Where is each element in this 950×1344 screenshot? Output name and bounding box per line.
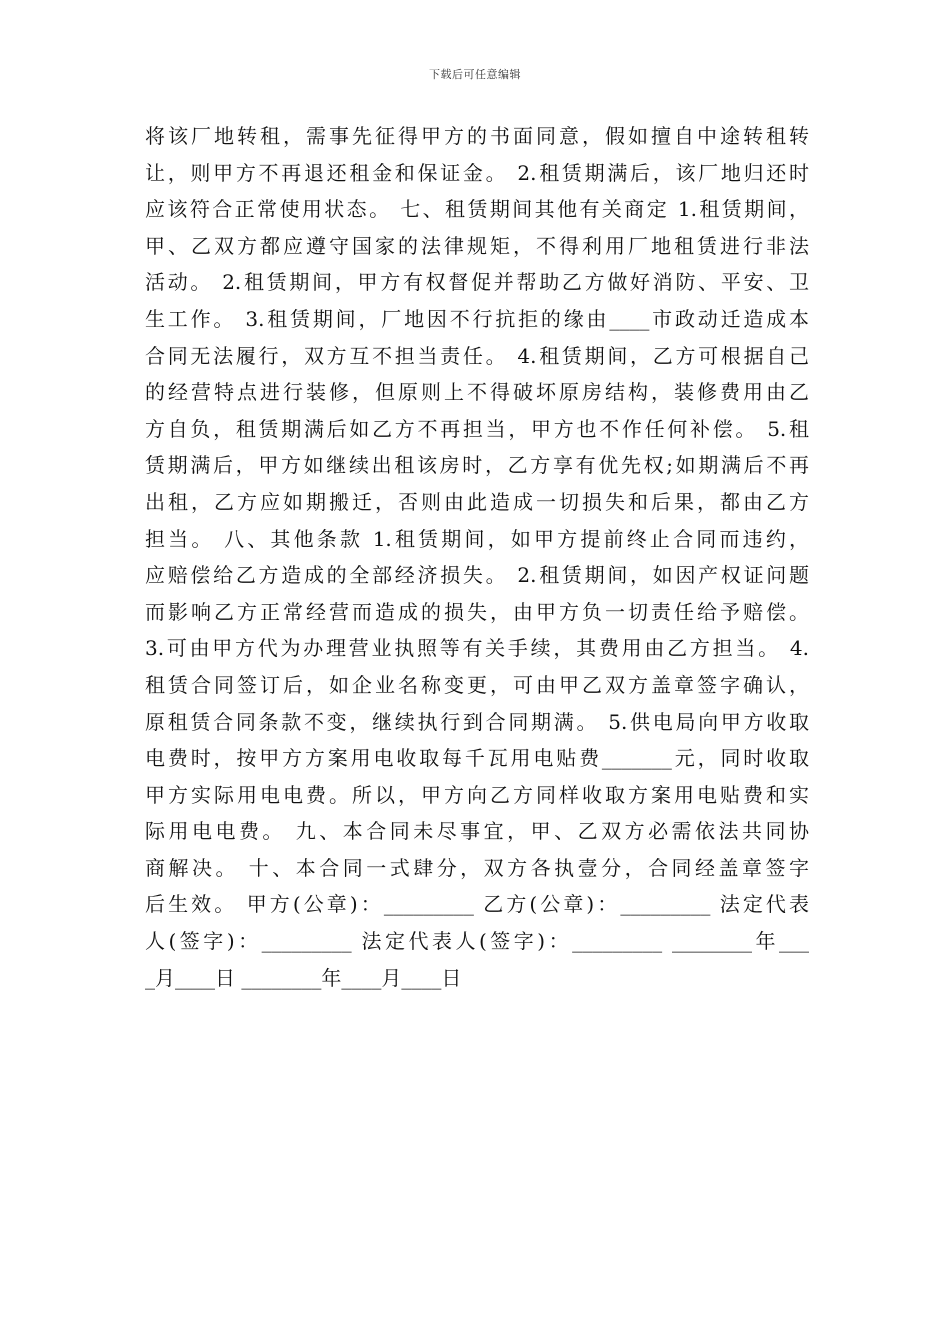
text-line: 合同无法履行，双方互不担当责任。 4.租赁期间，乙方可根据自己 [145,343,809,368]
text-line: 出租，乙方应如期搬迁，否则由此造成一切损失和后果，都由乙方 [145,489,809,514]
text-line: 人(签字)：_________ 法定代表人(签字)：_________ ________年___ [145,929,809,954]
text-line: _月____日 ________年____月____日 [145,965,462,990]
text-line: 甲方实际用电电费。所以，甲方向乙方同样收取方案用电贴费和实 [145,782,809,807]
text-line: 应该符合正常使用状态。 七、租赁期间其他有关商定 1.租赁期间， [145,197,809,222]
text-line: 将该厂地转租，需事先征得甲方的书面同意，假如擅自中途转租转 [145,124,809,148]
text-line: 甲、乙双方都应遵守国家的法律规矩，不得利用厂地租赁进行非法 [145,233,809,258]
text-line: 商解决。 十、本合同一式肆分，双方各执壹分，合同经盖章签字 [145,855,809,880]
text-line: 活动。 2.租赁期间，甲方有权督促并帮助乙方做好消防、平安、卫 [145,270,809,295]
text-line: 担当。 八、其他条款 1.租赁期间，如甲方提前终止合同而违约， [145,526,809,551]
text-line: 原租赁合同条款不变，继续执行到合同期满。 5.供电局向甲方收取 [145,709,809,734]
text-line: 方自负，租赁期满后如乙方不再担当，甲方也不作任何补偿。 5.租 [145,416,809,441]
text-line: 际用电电费。 九、本合同未尽事宜，甲、乙双方必需依法共同协 [145,819,809,844]
text-line: 应赔偿给乙方造成的全部经济损失。 2.租赁期间，如因产权证问题 [145,563,809,588]
text-line: 的经营特点进行装修，但原则上不得破坏原房结构，装修费用由乙 [145,380,809,405]
text-line: 而影响乙方正常经营而造成的损失，由甲方负一切责任给予赔偿。 [145,599,809,624]
text-line: 电费时，按甲方方案用电收取每千瓦用电贴费_______元，同时收取 [145,746,809,771]
text-line: 后生效。 甲方(公章)：_________ 乙方(公章)：_________ 法定代表 [145,892,809,917]
document-body [145,118,809,996]
page-header: 下载后可任意编辑 [429,68,521,81]
text-line: 让，则甲方不再退还租金和保证金。 2.租赁期满后，该厂地归还时 [145,160,809,185]
text-line: 租赁合同签订后，如企业名称变更，可由甲乙双方盖章签字确认， [145,672,809,697]
text-line: 赁期满后，甲方如继续出租该房时，乙方享有优先权;如期满后不再 [145,453,809,478]
text-line: 3.可由甲方代为办理营业执照等有关手续，其费用由乙方担当。 4. [145,636,809,661]
text-line: 生工作。 3.租赁期间，厂地因不行抗拒的缘由____市政动迁造成本 [145,306,809,331]
